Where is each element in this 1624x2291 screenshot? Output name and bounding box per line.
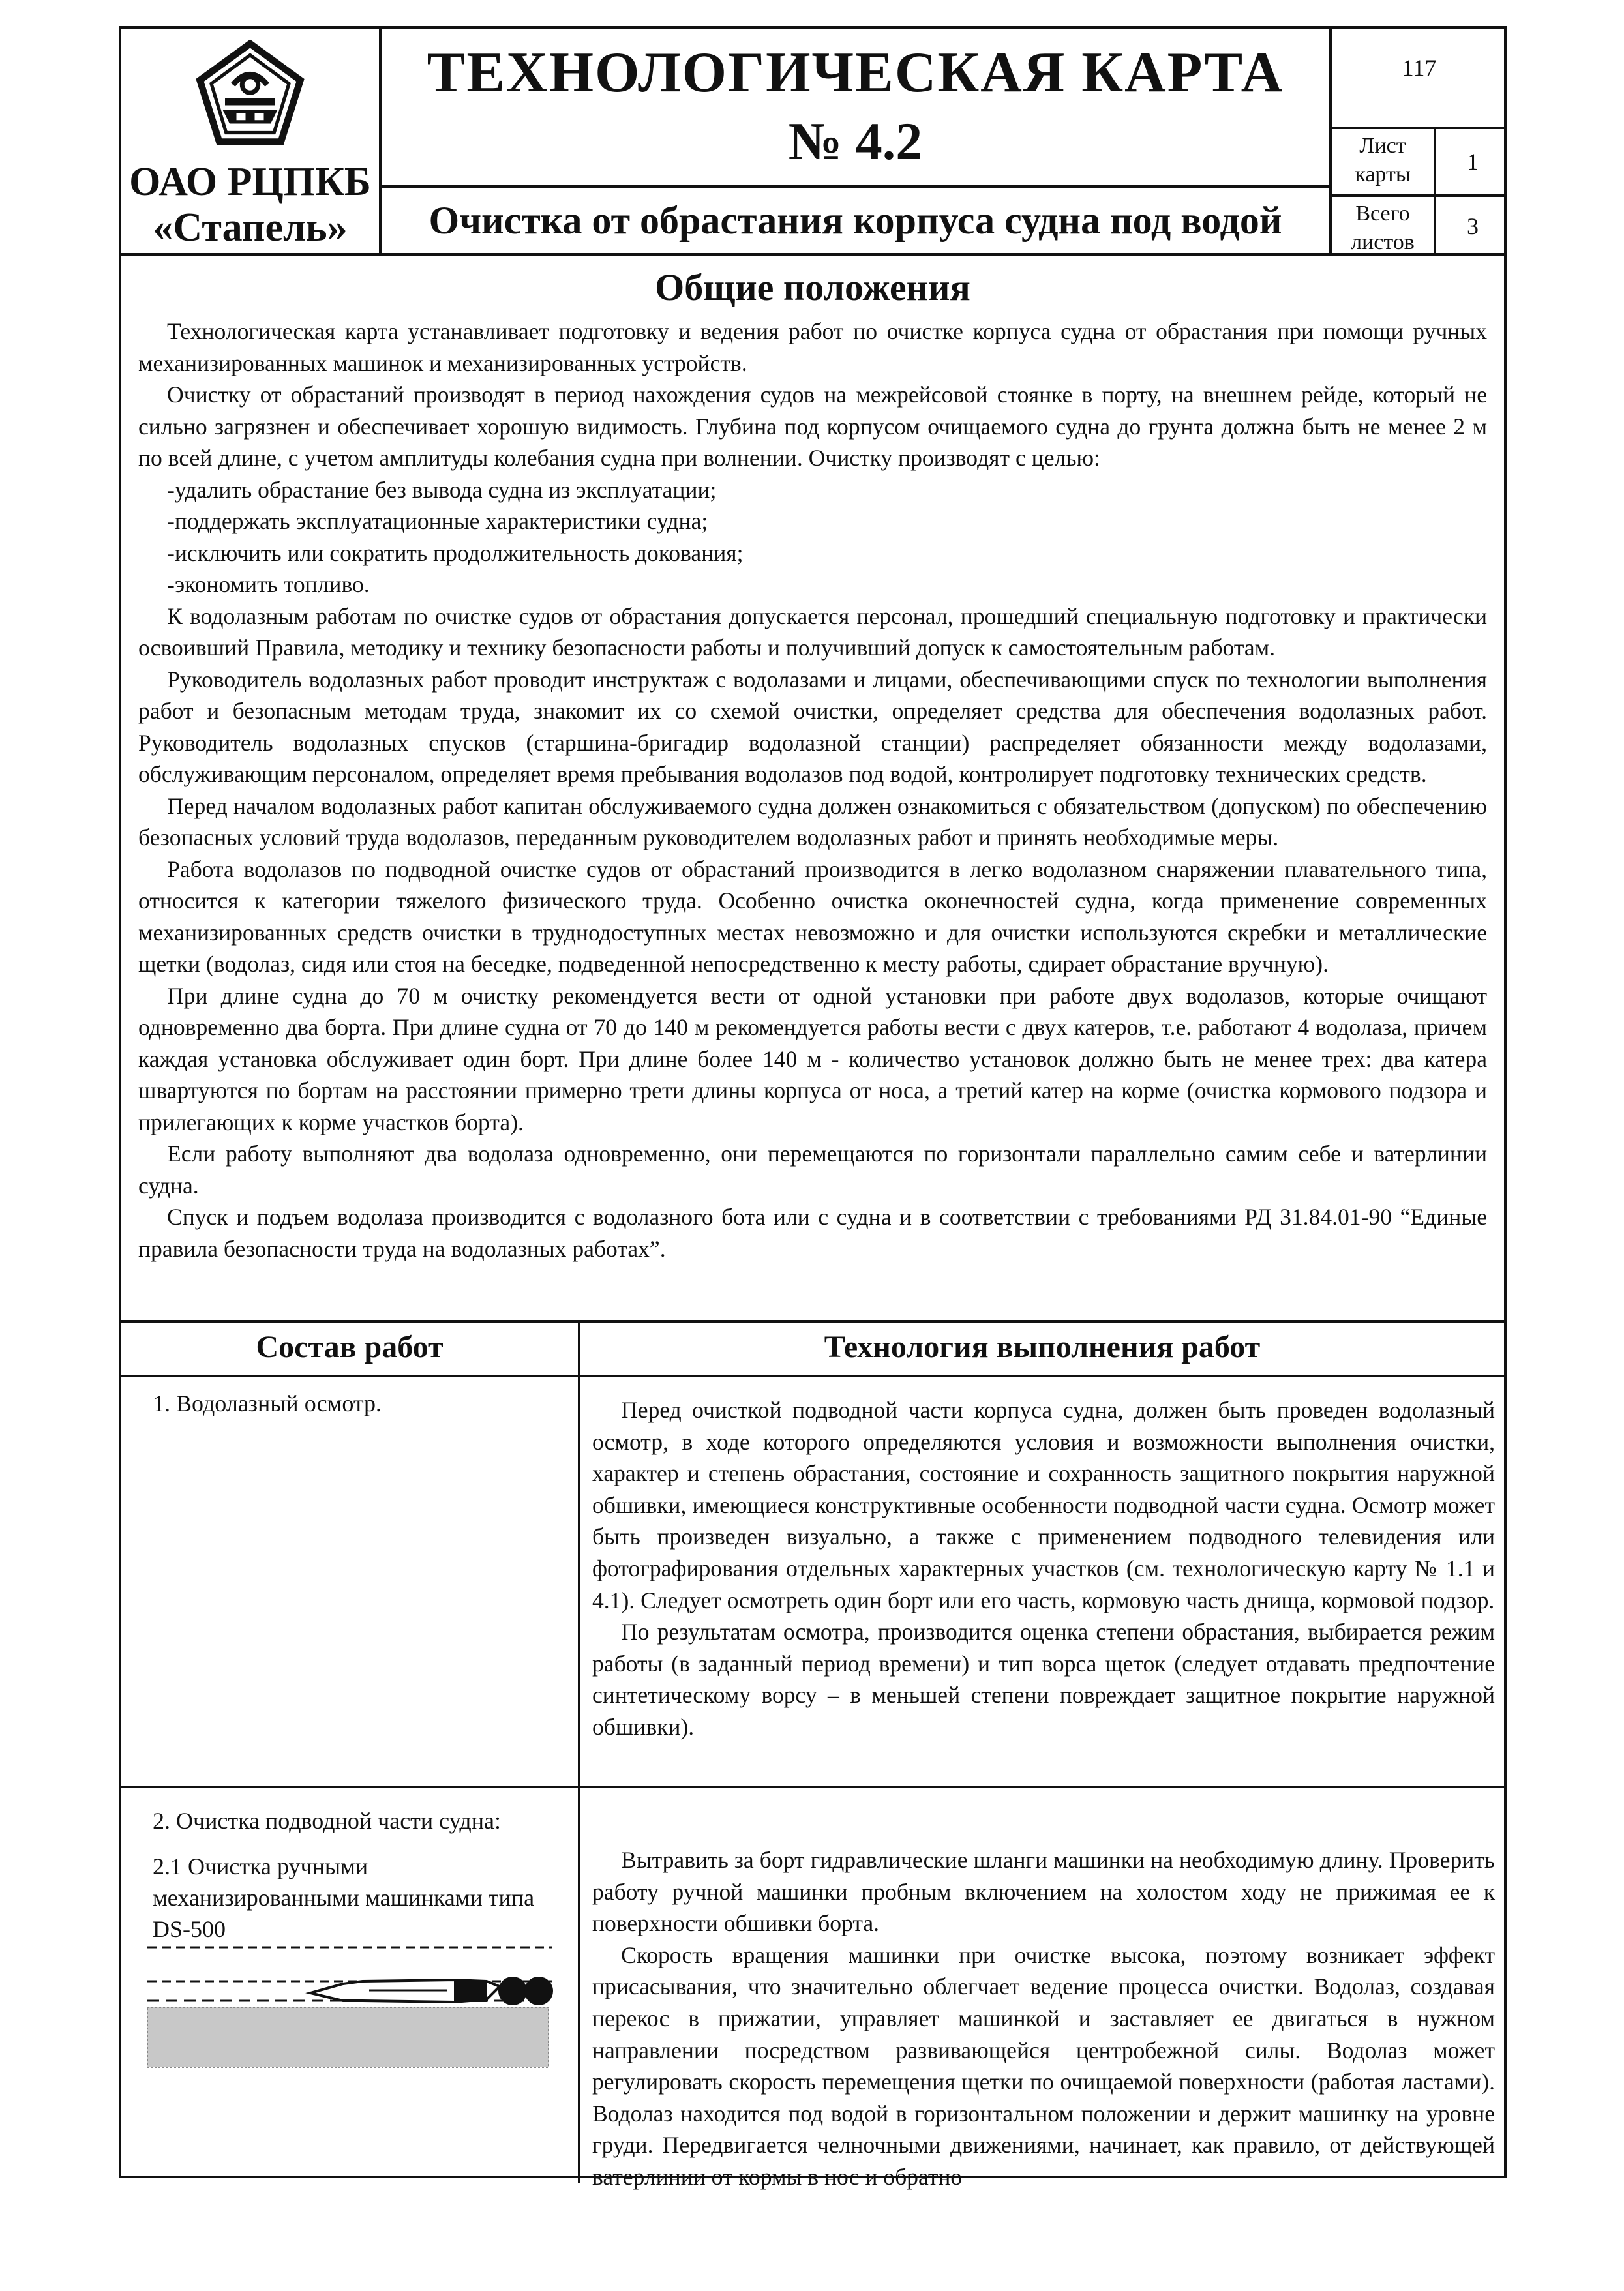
paragraph: Работа водолазов по подводной очистке судов от обрастаний производится в легко водолазном снаряжении плавательного типа, относится к категории тяжелого физического труда. Особенно очистка оконечностей судна, когда применение современных механизированных средств очистки в труднодоступных местах невозможно и для очистки используются скребки и металлические щетки (водолаз, сидя или стоя на беседке, подведенной непосредственно к месту работы, сдирает обрастание вручную). — [138, 856, 1487, 977]
general-provisions — [138, 316, 1487, 1265]
list-item: -исключить или сократить продолжительность докования; — [167, 539, 744, 566]
organization-subname: «Стапель» — [153, 205, 348, 250]
list-item: -поддержать эксплуатационные характеристики судна; — [167, 508, 708, 534]
sheet-row — [1332, 127, 1507, 194]
technology-manual-cleaning — [592, 1844, 1495, 2193]
list-item: -экономить топливо. — [167, 571, 370, 597]
header — [121, 29, 1504, 253]
diver-cleaning-diagram — [147, 1941, 558, 2071]
paragraph: Перед очисткой подводной части корпуса судна, должен быть проведен водолазный осмотр, в ходе которого определяются условия и возможности выполнения очистки, характер и степень обрастания, состояние и сохранность защитного покрытия наружной обшивки, имеющиеся конструктивные особенности подводной части судна. Осмотр может быть произведен визуально, а также с применением подводного телевидения или фотографирования отдельных характерных участков (см. технологическую карту № 1.1 и 4.1). Следует осмотреть один борт или его часть, кормовую часть днища, кормовой подзор. — [592, 1397, 1495, 1613]
paragraph: Если работу выполняют два водолаза одновременно, они перемещаются по горизонтали параллельно самим себе и ватерлинии судна. — [138, 1141, 1487, 1199]
diver-icon — [310, 1977, 553, 2005]
document-subtitle: Очистка от обрастания корпуса судна под водой — [429, 199, 1282, 242]
row-divider — [121, 1786, 1504, 1788]
paragraph: Руководитель водолазных работ проводит инструктаж с водолазами и лицами, обеспечивающими спуск по технологии выполнения работ и безопасным методам труда, знакомит их со схемой очистки, определяет средства для обеспечения водолазных работ. Руководитель водолазных спусков (старшина-бригадир водолазной станции) распределяет обязанности между водолазами, обслуживающим персоналом, определяет время пребывания водолазов под водой, контролирует подготовку технических средств. — [138, 666, 1487, 787]
paragraph: Скорость вращения машинки при очистке высока, поэтому возникает эффект присасывания, что значительно облегчает ведение процесса очистки. Водолаз, создавая перекос в прижатии, управляет машинкой и заставляет ее двигаться в нужном направлении посредством развивающейся центробежной силы. Водолаз может регулировать скорость перемещения щетки по очищаемой поверхности (работая ластами). Водолаз находится под водой в горизонтальном положении и держит машинку на уровне груди. Передвигается челночными движениями, начинает, как правило, от действующей ватерлинии от кормы в нос и обратно — [592, 1941, 1495, 2190]
paragraph: Спуск и подъем водолаза производится с водолазного бота или с судна и в соответствии с требованиями РД 31.84.01-90 “Единые правила безопасности труда на водолазных работах”. — [138, 1204, 1487, 1262]
paragraph: Вытравить за борт гидравлические шланги машинки на необходимую длину. Проверить работу ручной машинки пробным включением на холостом ходу не прижимая ее к поверхности обшивки борта. — [592, 1847, 1495, 1937]
paragraph: Технологическая карта устанавливает подготовку и ведения работ по очистке корпуса судна от обрастания при помощи ручных механизированных машинок и механизированных устройств. — [138, 318, 1487, 376]
paragraph: Очистку от обрастаний производят в период нахождения судов на межрейсовой стоянке в порту, на внешнем рейде, который не сильно загрязнен и обеспечивает хорошую видимость. Глубина под корпусом очищаемого судна до грунта должна быть не менее 2 м по всей длине, с учетом амплитуды колебания судна при волнении. Очистку производят с целью: — [138, 382, 1487, 471]
column-divider — [578, 1323, 580, 2183]
works-table — [121, 1320, 1504, 2190]
document-sheet — [119, 26, 1507, 2190]
section-title: Общие положения — [655, 266, 970, 308]
sheet-label: Лист карты — [1332, 129, 1436, 194]
column-header-works: Состав работ — [256, 1330, 444, 1364]
work-item-cleaning: 2. Очистка подводной части судна: — [153, 1808, 501, 1834]
column-header-technology: Технология выполнения работ — [824, 1330, 1261, 1364]
paragraph: По результатам осмотра, производится оценка степени обрастания, выбирается режим работы (в заданный период времени) и тип ворса щеток (следует отдавать предпочтение синтетическому ворсу – в меньшей степени повреждает защитное покрытие наружной обшивки). — [592, 1619, 1495, 1740]
paragraph: Перед началом водолазных работ капитан обслуживаемого судна должен ознакомиться с обязательством (допуском) по обеспечению безопасных условий труда водолазов, переданным руководителем водолазных работ и принять необходимые меры. — [138, 792, 1487, 850]
divider — [121, 253, 1504, 256]
document-number: № 4.2 — [788, 112, 923, 171]
header-divider — [121, 1375, 1504, 1377]
paragraph: К водолазным работам по очистке судов от обрастания допускается персонал, прошедший специальную подготовку и практически освоивший Правила, методику и технику безопасности работы и получивший допуск к самостоятельным работам. — [138, 603, 1487, 661]
document-title: ТЕХНОЛОГИЧЕСКАЯ КАРТА — [427, 41, 1284, 104]
total-sheets-label: Всего листов — [1332, 197, 1436, 256]
company-logo-icon — [193, 39, 307, 153]
paragraph: При длине судна до 70 м очистку рекомендуется вести от одной установки при работе двух водолазов, которые очищают одновременно два борта. При длине судна от 70 до 140 м рекомендуется работы вести с двух катеров, т.е. работают 4 водолаза, причем каждая установка обслуживает один борт. При длине более 140 м - количество установок должно быть не менее трех: два катера швартуются по бортам на расстоянии примерно трети длины корпуса от носа, а третий катер на корме (очистка кормового подзора и прилегающих к корме участков борта). — [138, 982, 1487, 1135]
sheet-value: 1 — [1467, 149, 1479, 175]
technology-inspection — [592, 1394, 1495, 1743]
work-item-manual-cleaning: 2.1 Очистка ручными механизированными машинками типа DS-500 — [153, 1853, 535, 1942]
work-item-inspection: 1. Водолазный осмотр. — [153, 1390, 382, 1416]
page-number: 117 — [1402, 55, 1437, 81]
organization-cell — [121, 29, 382, 253]
organization-name: ОАО РЦПКБ — [129, 160, 371, 204]
sheet-info-cell — [1329, 29, 1507, 253]
total-sheets-value: 3 — [1467, 213, 1479, 239]
total-sheets-row — [1332, 194, 1507, 256]
title-cell — [382, 29, 1329, 253]
list-item: -удалить обрастание без вывода судна из эксплуатации; — [167, 476, 717, 503]
divider — [382, 185, 1329, 188]
